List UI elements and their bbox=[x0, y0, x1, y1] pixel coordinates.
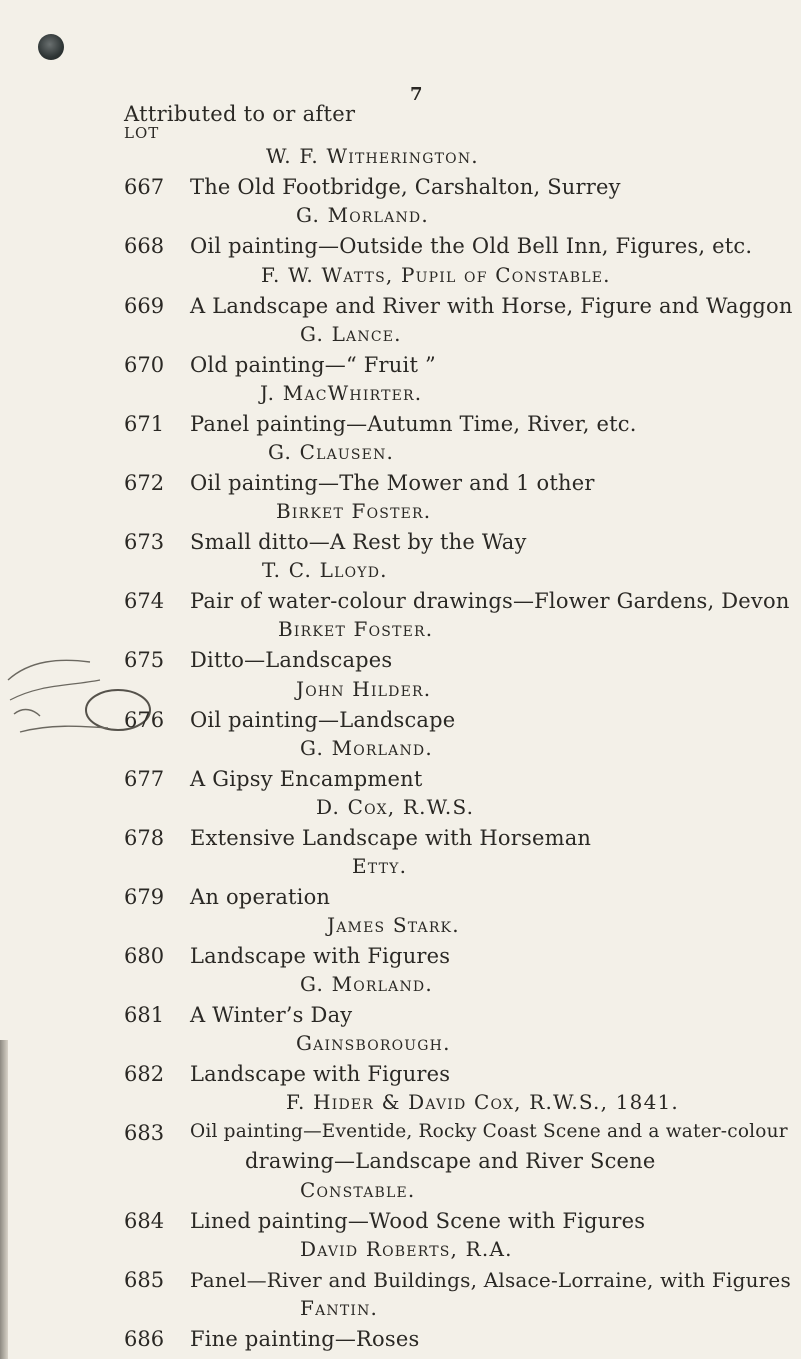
artist-name: Fantin. bbox=[300, 1296, 379, 1320]
artist-name: David Roberts, R.A. bbox=[300, 1237, 513, 1261]
lot-number: 684 bbox=[124, 1209, 165, 1233]
lot-description-continued: drawing—Landscape and River Scene bbox=[245, 1149, 656, 1173]
page-number: 7 bbox=[410, 84, 423, 105]
lot-description: Extensive Landscape with Horseman bbox=[190, 826, 592, 850]
lot-description: A Gipsy Encampment bbox=[190, 767, 423, 791]
lot-description: Fine painting—Roses bbox=[190, 1327, 420, 1351]
lot-description: Oil painting—The Mower and 1 other bbox=[190, 471, 595, 495]
artist-name: Birket Foster. bbox=[278, 617, 434, 641]
lot-number: 671 bbox=[124, 412, 165, 436]
lot-description: Old painting—“ Fruit ” bbox=[190, 353, 436, 377]
lot-number: 667 bbox=[124, 175, 165, 199]
lot-number: 668 bbox=[124, 234, 165, 258]
lot-number: 686 bbox=[124, 1327, 165, 1351]
artist-name: Etty. bbox=[352, 854, 408, 878]
lot-description: Oil painting—Eventide, Rocky Coast Scene and a water-colour bbox=[190, 1121, 788, 1142]
lot-description: Ditto—Landscapes bbox=[190, 648, 393, 672]
artist-name: G. Clausen. bbox=[268, 440, 395, 464]
page-edge-shadow bbox=[0, 1040, 8, 1359]
artist-name: Birket Foster. bbox=[276, 499, 432, 523]
lot-description: Pair of water-colour drawings—Flower Gardens, Devon bbox=[190, 589, 790, 613]
artist-name: T. C. Lloyd. bbox=[262, 558, 388, 582]
lot-description: Lined painting—Wood Scene with Figures bbox=[190, 1209, 646, 1233]
lot-number: 683 bbox=[124, 1121, 165, 1145]
lot-number: 677 bbox=[124, 767, 165, 791]
artist-name: G. Morland. bbox=[300, 972, 433, 996]
lot-description: A Winter’s Day bbox=[190, 1003, 353, 1027]
section-heading: Attributed to or after bbox=[124, 102, 356, 126]
lot-number: 681 bbox=[124, 1003, 165, 1027]
lot-number: 685 bbox=[124, 1268, 165, 1292]
lot-description: Panel—River and Buildings, Alsace-Lorraine, with Figures bbox=[190, 1268, 791, 1292]
lot-number: 676 bbox=[124, 708, 165, 732]
artist-name: J. MacWhirter. bbox=[260, 381, 423, 405]
lot-description: Landscape with Figures bbox=[190, 1062, 451, 1086]
artist-name: G. Morland. bbox=[296, 203, 429, 227]
artist-name: Constable. bbox=[300, 1178, 416, 1202]
lot-number: 674 bbox=[124, 589, 165, 613]
lot-description: An operation bbox=[190, 885, 331, 909]
lot-number: 680 bbox=[124, 944, 165, 968]
lot-description: Oil painting—Outside the Old Bell Inn, Figures, etc. bbox=[190, 234, 753, 258]
lot-number: 675 bbox=[124, 648, 165, 672]
lot-description: Panel painting—Autumn Time, River, etc. bbox=[190, 412, 637, 436]
lot-description: Oil painting—Landscape bbox=[190, 708, 456, 732]
artist-name: F. W. Watts, Pupil of Constable. bbox=[261, 263, 611, 287]
lot-number: 672 bbox=[124, 471, 165, 495]
lot-number: 682 bbox=[124, 1062, 165, 1086]
lot-number: 673 bbox=[124, 530, 165, 554]
lot-number: 679 bbox=[124, 885, 165, 909]
artist-name: F. Hider & David Cox, R.W.S., 1841. bbox=[286, 1090, 679, 1114]
lot-description: The Old Footbridge, Carshalton, Surrey bbox=[190, 175, 621, 199]
lot-number: 670 bbox=[124, 353, 165, 377]
artist-name: James Stark. bbox=[327, 913, 460, 937]
lot-number: 669 bbox=[124, 294, 165, 318]
artist-name: G. Morland. bbox=[300, 736, 433, 760]
punch-hole bbox=[38, 34, 64, 60]
artist-name: Gainsborough. bbox=[296, 1031, 451, 1055]
artist-name: John Hilder. bbox=[296, 677, 432, 701]
artist-name: D. Cox, R.W.S. bbox=[316, 795, 475, 819]
artist-name: G. Lance. bbox=[300, 322, 402, 346]
lot-description: Landscape with Figures bbox=[190, 944, 451, 968]
lot-column-label: LOT bbox=[124, 124, 160, 142]
lot-number: 678 bbox=[124, 826, 165, 850]
lot-description: Small ditto—A Rest by the Way bbox=[190, 530, 527, 554]
lot-description: A Landscape and River with Horse, Figure and Waggon bbox=[190, 294, 793, 318]
artist-name: W. F. Witherington. bbox=[266, 144, 479, 168]
